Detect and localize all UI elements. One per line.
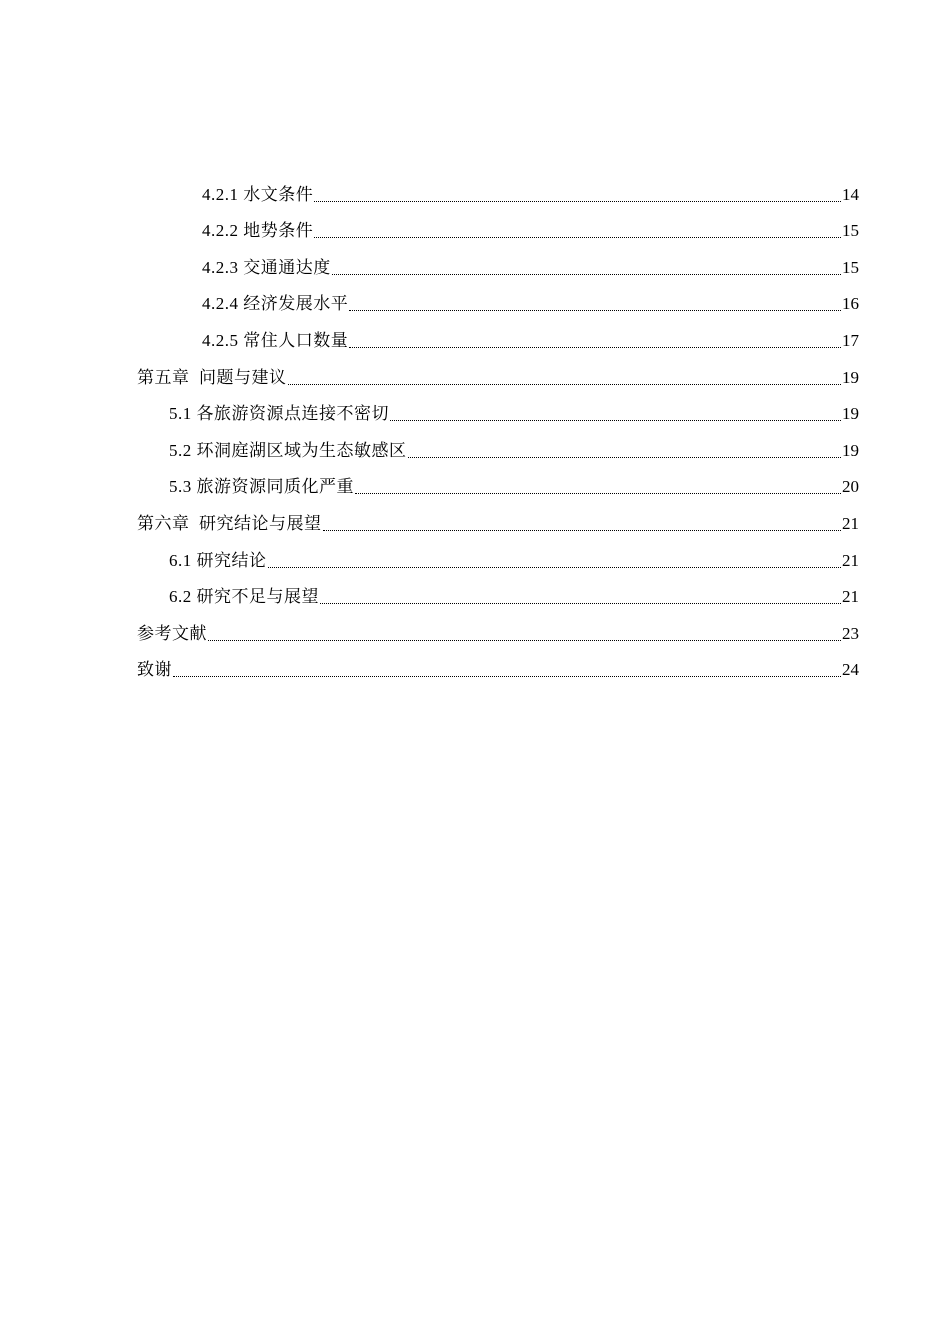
toc-dot-leader — [390, 420, 841, 421]
toc-dot-leader — [349, 310, 841, 311]
toc-page-number: 20 — [842, 477, 859, 497]
toc-entry-chapter-5[interactable] — [137, 359, 859, 396]
toc-entry-title: 5.3 旅游资源同质化严重 — [169, 477, 354, 497]
toc-entry-title: 4.2.4 经济发展水平 — [202, 294, 349, 314]
toc-entry-chapter-6[interactable] — [137, 505, 859, 542]
toc-entry-title: 6.2 研究不足与展望 — [169, 587, 319, 607]
toc-entry-4-2-1[interactable] — [202, 176, 859, 213]
toc-entry-title: 第五章 问题与建议 — [137, 367, 287, 387]
toc-dot-leader — [332, 274, 841, 275]
toc-page-number: 14 — [842, 184, 859, 204]
toc-entry-title: 第六章 研究结论与展望 — [137, 513, 322, 533]
toc-entry-title: 6.1 研究结论 — [169, 550, 267, 570]
toc-page-number: 23 — [842, 623, 859, 643]
toc-dot-leader — [349, 347, 841, 348]
toc-dot-leader — [208, 640, 841, 641]
toc-entry-4-2-5[interactable] — [202, 322, 859, 359]
toc-entry-title: 4.2.5 常住人口数量 — [202, 330, 349, 350]
toc-dot-leader — [288, 384, 842, 385]
toc-entry-title: 4.2.3 交通通达度 — [202, 257, 331, 277]
toc-page-number: 16 — [842, 294, 859, 314]
toc-dot-leader — [408, 457, 842, 458]
toc-page-number: 21 — [842, 587, 859, 607]
toc-dot-leader — [314, 201, 841, 202]
toc-entry-acknowledgements[interactable] — [137, 652, 859, 689]
table-of-contents — [0, 176, 950, 688]
toc-entry-5-2[interactable] — [169, 432, 859, 469]
toc-page-number: 15 — [842, 257, 859, 277]
toc-page-number: 19 — [842, 404, 859, 424]
toc-entry-references[interactable] — [137, 615, 859, 652]
toc-dot-leader — [173, 676, 841, 677]
toc-page-number: 24 — [842, 660, 859, 680]
toc-entry-4-2-3[interactable] — [202, 249, 859, 286]
toc-entry-title: 5.2 环洞庭湖区域为生态敏感区 — [169, 440, 407, 460]
toc-page-number: 19 — [842, 440, 859, 460]
toc-entry-5-3[interactable] — [169, 469, 859, 506]
toc-dot-leader — [355, 493, 841, 494]
toc-entry-title: 4.2.2 地势条件 — [202, 221, 314, 241]
toc-dot-leader — [323, 530, 842, 531]
toc-entry-title: 4.2.1 水文条件 — [202, 184, 314, 204]
toc-entry-title: 5.1 各旅游资源点连接不密切 — [169, 404, 389, 424]
toc-dot-leader — [320, 603, 841, 604]
toc-entry-title: 致谢 — [137, 660, 172, 680]
toc-entry-6-1[interactable] — [169, 542, 859, 579]
toc-dot-leader — [268, 567, 842, 568]
toc-entry-5-1[interactable] — [169, 396, 859, 433]
toc-page-number: 17 — [842, 330, 859, 350]
toc-page-number: 19 — [842, 367, 859, 387]
toc-dot-leader — [314, 237, 841, 238]
toc-page-number: 21 — [842, 513, 859, 533]
toc-entry-4-2-4[interactable] — [202, 286, 859, 323]
toc-page-number: 21 — [842, 550, 859, 570]
toc-page-number: 15 — [842, 221, 859, 241]
toc-entry-6-2[interactable] — [169, 579, 859, 616]
toc-entry-title: 参考文献 — [137, 623, 207, 643]
toc-entry-4-2-2[interactable] — [202, 213, 859, 250]
